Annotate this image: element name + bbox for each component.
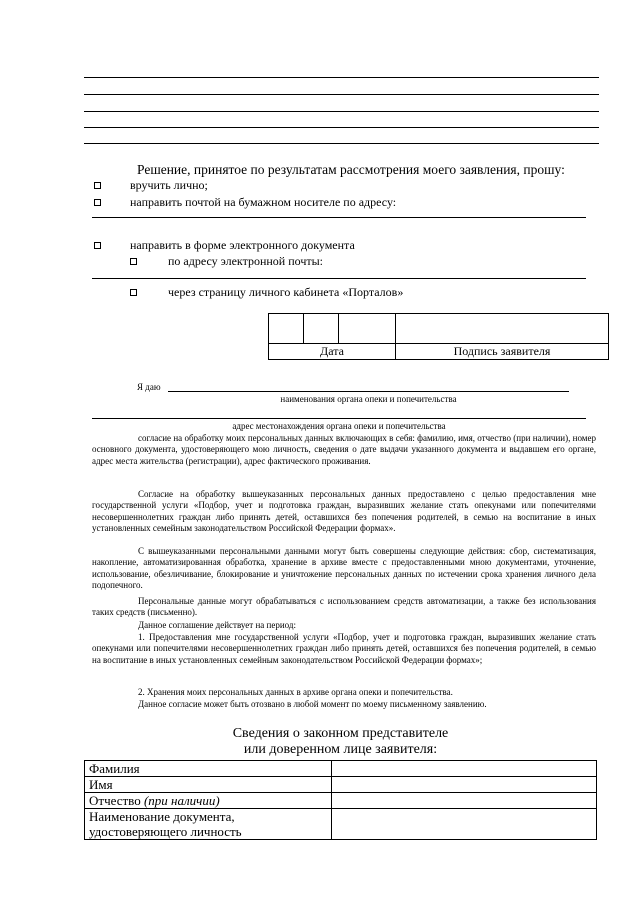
signature-cell[interactable]: [396, 314, 609, 344]
option-in-person: вручить лично;: [130, 178, 208, 192]
representative-heading-2: или доверенном лице заявителя:: [243, 742, 438, 757]
authority-caption: наименования органа опеки и попечительства: [280, 394, 457, 404]
blank-line-4: [84, 127, 599, 128]
surname-label: Фамилия: [85, 761, 332, 777]
consent-paragraph-8: Данное согласие может быть отозвано в любой момент по моему письменному заявлению.: [138, 699, 487, 709]
option-email: по адресу электронной почты:: [168, 254, 324, 268]
address-caption: адрес местонахождения органа опеки и попечительства: [232, 421, 446, 431]
date-day-cell[interactable]: [269, 314, 304, 344]
consent-paragraph-3: С вышеуказанными персональными данными могут быть совершены следующие действия: сбор, систематизация, накопление, автоматизированная обработка, хранение в архиве вместе с предоставленными мною документами, уточнение, использование, обезличивание, блокирование и уничтожение персональных данных по истечении срока хранения личного дела подопечного.: [92, 546, 596, 590]
consent-paragraph-2: Согласие на обработку вышеуказанных персональных данных предоставлено с целью предоставления мне государственной услуги «Подбор, учет и подготовка граждан, выразивших желание стать опекунами или попечителями несовершеннолетних граждан либо принять детей, оставшихся без попечения родителей, в семью на воспитание в иных установленных семейным законодательством Российской Федерации формах».: [92, 489, 596, 533]
first-name-value[interactable]: [332, 777, 597, 793]
blank-line-1: [84, 77, 599, 78]
patronymic-note: (при наличии): [143, 793, 220, 808]
representative-heading-1: Сведения о законном представителе: [232, 726, 449, 741]
document-label: [85, 809, 332, 840]
consent-ya-dayu: Я даю: [137, 382, 161, 392]
blank-line-5: [84, 143, 599, 144]
document-value[interactable]: [332, 809, 597, 840]
mail-address-line[interactable]: [92, 217, 586, 218]
date-month-cell[interactable]: [304, 314, 339, 344]
document-label-line2: удостоверяющего личность: [89, 824, 242, 839]
option-by-mail: направить почтой на бумажном носителе по адресу:: [130, 195, 397, 209]
date-signature-table: [268, 313, 609, 360]
signature-label: Подпись заявителя: [396, 344, 609, 360]
blank-line-3: [84, 111, 599, 112]
surname-value[interactable]: [332, 761, 597, 777]
option-portal: через страницу личного кабинета «Порталов»: [168, 285, 404, 299]
date-label: Дата: [269, 344, 396, 360]
first-name-label: Имя: [85, 777, 332, 793]
decision-heading: Решение, принятое по результатам рассмотрения моего заявления, прошу:: [137, 162, 565, 177]
blank-line-2: [84, 94, 599, 95]
checkbox-email[interactable]: [130, 258, 137, 265]
patronymic-value[interactable]: [332, 793, 597, 809]
consent-paragraph-6: 1. Предоставления мне государственной услуги «Подбор, учет и подготовка граждан, выразивших желание стать опекунами или попечителями несовершеннолетних граждан либо принять детей, оставшихся без попечения родителей, в семью на воспитание в иных установленных семейным законодательством Российской Федерации формах»;: [92, 632, 596, 665]
consent-paragraph-1: согласие на обработку моих персональных данных включающих в себя: фамилию, имя, отчество (при наличии), номер основного документа, удостоверяющего мою личность, сведения о дате выдачи указанного документа и выдавшем его органе, адрес места жительства (регистрации), адрес фактического проживания.: [92, 433, 596, 466]
patronymic-label-text: Отчество: [89, 793, 141, 808]
checkbox-in-person[interactable]: [94, 182, 101, 189]
consent-paragraph-5: Данное соглашение действует на период:: [138, 620, 296, 630]
document-label-line1: Наименование документа,: [89, 809, 235, 824]
email-address-line[interactable]: [92, 278, 586, 279]
authority-name-line[interactable]: [168, 391, 569, 392]
patronymic-label: [85, 793, 332, 809]
checkbox-portal[interactable]: [130, 289, 137, 296]
consent-paragraph-4: Персональные данные могут обрабатываться с использованием средств автоматизации, а также без использования таких средств (письменно).: [92, 596, 596, 618]
checkbox-electronic[interactable]: [94, 242, 101, 249]
date-year-cell[interactable]: [339, 314, 396, 344]
option-electronic: направить в форме электронного документа: [130, 238, 355, 252]
consent-paragraph-7: 2. Хранения моих персональных данных в архиве органа опеки и попечительства.: [138, 687, 453, 697]
representative-table: [84, 760, 597, 840]
authority-address-line[interactable]: [92, 418, 586, 419]
checkbox-by-mail[interactable]: [94, 199, 101, 206]
